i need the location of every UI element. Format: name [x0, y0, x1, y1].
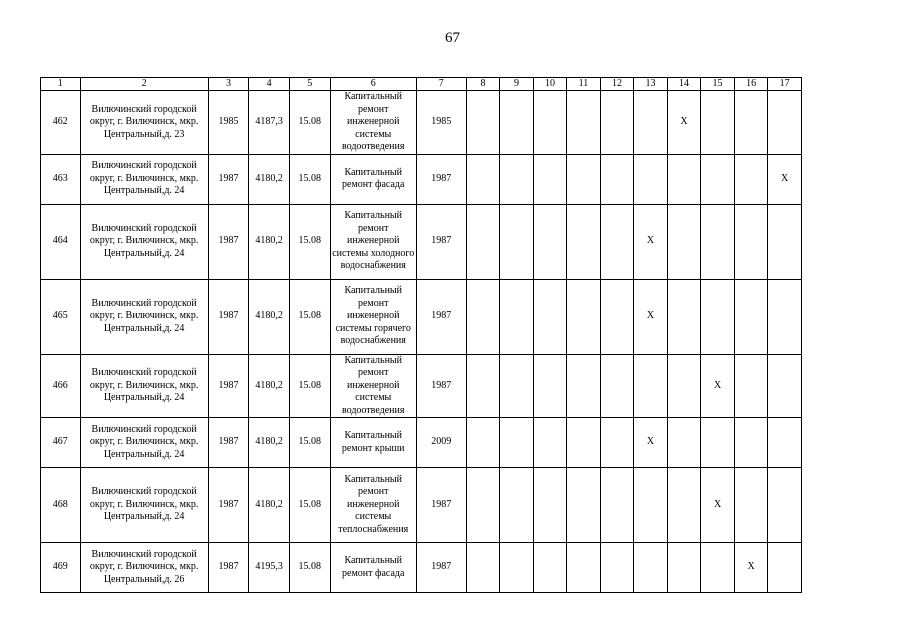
address-cell: Вилючинский городской округ, г. Вилючинск, мкр. Центральный,д. 24 [80, 154, 208, 204]
period-cell-11 [567, 418, 601, 468]
period-cell-15 [701, 418, 735, 468]
period-cell-15 [701, 91, 735, 155]
period-cell-16 [734, 354, 768, 418]
period-cell-11 [567, 279, 601, 354]
period-cell-12 [600, 204, 634, 279]
period-cell-10 [533, 279, 567, 354]
year-built-cell: 1987 [208, 354, 249, 418]
column-header: 1 [41, 78, 81, 91]
period-cell-16 [734, 418, 768, 468]
area-cell: 4180,2 [249, 354, 290, 418]
registry-table [40, 77, 802, 593]
period-cell-13 [634, 154, 668, 204]
period-cell-15: X [701, 354, 735, 418]
year-cell: 2009 [416, 418, 466, 468]
period-cell-8 [466, 204, 500, 279]
work-type-cell: Капитальный ремонт инженерной системы холодного водоснабжения [330, 204, 416, 279]
page-number: 67 [445, 30, 460, 46]
period-cell-9 [500, 354, 534, 418]
period-cell-17: X [768, 154, 802, 204]
period-cell-8 [466, 468, 500, 543]
period-cell-11 [567, 543, 601, 593]
period-cell-13 [634, 91, 668, 155]
column-header: 3 [208, 78, 249, 91]
year-cell: 1987 [416, 204, 466, 279]
period-cell-15 [701, 543, 735, 593]
year-built-cell: 1987 [208, 418, 249, 468]
work-type-cell: Капитальный ремонт фасада [330, 543, 416, 593]
code-cell: 15.08 [289, 468, 330, 543]
row-number-cell: 463 [41, 154, 81, 204]
period-cell-9 [500, 418, 534, 468]
address-cell: Вилючинский городской округ, г. Вилючинск, мкр. Центральный,д. 24 [80, 204, 208, 279]
address-cell: Вилючинский городской округ, г. Вилючинск, мкр. Центральный,д. 24 [80, 354, 208, 418]
column-header: 7 [416, 78, 466, 91]
period-cell-9 [500, 543, 534, 593]
table-body [41, 91, 802, 593]
code-cell: 15.08 [289, 154, 330, 204]
row-number-cell: 466 [41, 354, 81, 418]
table-row [41, 418, 802, 468]
work-type-cell: Капитальный ремонт инженерной системы горячего водоснабжения [330, 279, 416, 354]
code-cell: 15.08 [289, 91, 330, 155]
address-cell: Вилючинский городской округ, г. Вилючинск, мкр. Центральный,д. 23 [80, 91, 208, 155]
period-cell-8 [466, 418, 500, 468]
period-cell-13: X [634, 204, 668, 279]
table-row [41, 154, 802, 204]
period-cell-11 [567, 354, 601, 418]
period-cell-8 [466, 354, 500, 418]
work-type-cell: Капитальный ремонт фасада [330, 154, 416, 204]
period-cell-8 [466, 91, 500, 155]
period-cell-12 [600, 354, 634, 418]
period-cell-14 [667, 354, 701, 418]
period-cell-15 [701, 204, 735, 279]
header-row [41, 78, 802, 91]
area-cell: 4180,2 [249, 279, 290, 354]
column-header: 11 [567, 78, 601, 91]
table-row [41, 279, 802, 354]
period-cell-13: X [634, 279, 668, 354]
period-cell-16 [734, 204, 768, 279]
period-cell-16 [734, 468, 768, 543]
code-cell: 15.08 [289, 418, 330, 468]
row-number-cell: 464 [41, 204, 81, 279]
period-cell-15 [701, 279, 735, 354]
code-cell: 15.08 [289, 204, 330, 279]
period-cell-15: X [701, 468, 735, 543]
column-header: 12 [600, 78, 634, 91]
work-type-cell: Капитальный ремонт крыши [330, 418, 416, 468]
year-built-cell: 1987 [208, 543, 249, 593]
period-cell-10 [533, 91, 567, 155]
period-cell-10 [533, 468, 567, 543]
period-cell-12 [600, 279, 634, 354]
address-cell: Вилючинский городской округ, г. Вилючинск, мкр. Центральный,д. 24 [80, 279, 208, 354]
code-cell: 15.08 [289, 354, 330, 418]
period-cell-12 [600, 154, 634, 204]
area-cell: 4180,2 [249, 204, 290, 279]
period-cell-17 [768, 279, 802, 354]
period-cell-14: X [667, 91, 701, 155]
year-built-cell: 1985 [208, 91, 249, 155]
period-cell-13 [634, 543, 668, 593]
period-cell-10 [533, 204, 567, 279]
period-cell-10 [533, 543, 567, 593]
period-cell-17 [768, 468, 802, 543]
column-header: 4 [249, 78, 290, 91]
period-cell-16 [734, 154, 768, 204]
table-row [41, 91, 802, 155]
period-cell-10 [533, 418, 567, 468]
table-row [41, 543, 802, 593]
table-row [41, 354, 802, 418]
work-type-cell: Капитальный ремонт инженерной системы водоотведения [330, 354, 416, 418]
period-cell-15 [701, 154, 735, 204]
period-cell-14 [667, 468, 701, 543]
period-cell-14 [667, 543, 701, 593]
period-cell-9 [500, 204, 534, 279]
area-cell: 4180,2 [249, 154, 290, 204]
period-cell-10 [533, 154, 567, 204]
period-cell-8 [466, 279, 500, 354]
period-cell-17 [768, 354, 802, 418]
area-cell: 4180,2 [249, 468, 290, 543]
period-cell-13 [634, 354, 668, 418]
column-header: 13 [634, 78, 668, 91]
period-cell-9 [500, 91, 534, 155]
year-built-cell: 1987 [208, 279, 249, 354]
period-cell-12 [600, 543, 634, 593]
period-cell-14 [667, 418, 701, 468]
year-cell: 1987 [416, 543, 466, 593]
area-cell: 4180,2 [249, 418, 290, 468]
period-cell-8 [466, 154, 500, 204]
column-header: 15 [701, 78, 735, 91]
address-cell: Вилючинский городской округ, г. Вилючинск, мкр. Центральный,д. 26 [80, 543, 208, 593]
period-cell-16: X [734, 543, 768, 593]
row-number-cell: 467 [41, 418, 81, 468]
period-cell-16 [734, 279, 768, 354]
work-type-cell: Капитальный ремонт инженерной системы водоотведения [330, 91, 416, 155]
column-header: 16 [734, 78, 768, 91]
area-cell: 4187,3 [249, 91, 290, 155]
column-header: 14 [667, 78, 701, 91]
table-row [41, 468, 802, 543]
period-cell-17 [768, 204, 802, 279]
column-header: 8 [466, 78, 500, 91]
year-cell: 1987 [416, 468, 466, 543]
year-built-cell: 1987 [208, 204, 249, 279]
row-number-cell: 465 [41, 279, 81, 354]
period-cell-14 [667, 154, 701, 204]
table-row [41, 204, 802, 279]
column-header: 17 [768, 78, 802, 91]
address-cell: Вилючинский городской округ, г. Вилючинск, мкр. Центральный,д. 24 [80, 468, 208, 543]
column-header: 5 [289, 78, 330, 91]
period-cell-17 [768, 543, 802, 593]
period-cell-16 [734, 91, 768, 155]
year-built-cell: 1987 [208, 468, 249, 543]
row-number-cell: 469 [41, 543, 81, 593]
period-cell-13 [634, 468, 668, 543]
column-header: 6 [330, 78, 416, 91]
period-cell-11 [567, 204, 601, 279]
address-cell: Вилючинский городской округ, г. Вилючинск, мкр. Центральный,д. 24 [80, 418, 208, 468]
row-number-cell: 462 [41, 91, 81, 155]
year-cell: 1985 [416, 91, 466, 155]
period-cell-13: X [634, 418, 668, 468]
period-cell-9 [500, 468, 534, 543]
work-type-cell: Капитальный ремонт инженерной системы теплоснабжения [330, 468, 416, 543]
period-cell-9 [500, 154, 534, 204]
period-cell-17 [768, 418, 802, 468]
period-cell-12 [600, 468, 634, 543]
code-cell: 15.08 [289, 543, 330, 593]
period-cell-14 [667, 279, 701, 354]
period-cell-11 [567, 154, 601, 204]
area-cell: 4195,3 [249, 543, 290, 593]
column-header: 10 [533, 78, 567, 91]
period-cell-14 [667, 204, 701, 279]
column-header: 2 [80, 78, 208, 91]
year-cell: 1987 [416, 279, 466, 354]
period-cell-12 [600, 91, 634, 155]
period-cell-12 [600, 418, 634, 468]
code-cell: 15.08 [289, 279, 330, 354]
period-cell-17 [768, 91, 802, 155]
row-number-cell: 468 [41, 468, 81, 543]
column-header: 9 [500, 78, 534, 91]
period-cell-10 [533, 354, 567, 418]
period-cell-8 [466, 543, 500, 593]
period-cell-9 [500, 279, 534, 354]
period-cell-11 [567, 91, 601, 155]
year-cell: 1987 [416, 354, 466, 418]
table-header [41, 78, 802, 91]
year-built-cell: 1987 [208, 154, 249, 204]
year-cell: 1987 [416, 154, 466, 204]
period-cell-11 [567, 468, 601, 543]
